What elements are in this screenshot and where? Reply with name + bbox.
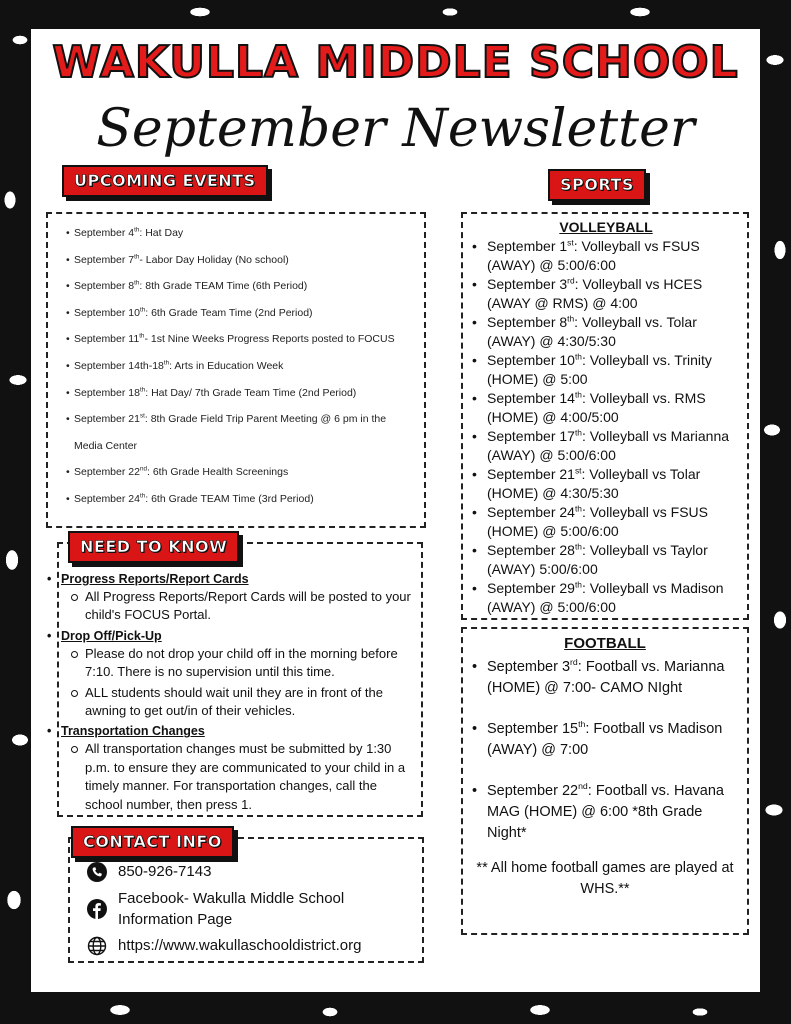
football-game-suffix: rd	[570, 657, 578, 668]
volleyball-game-text: : Volleyball vs Taylor (AWAY) 5:00/6:00	[487, 542, 708, 577]
volleyball-game-date: September 14	[487, 390, 575, 406]
event-item	[66, 459, 416, 486]
event-item-date: September 22	[74, 466, 140, 479]
football-title: FOOTBALL	[564, 635, 646, 652]
event-item-date: September 10	[74, 306, 140, 319]
sports-tag-label: SPORTS	[560, 175, 634, 194]
volleyball-game	[471, 237, 741, 275]
volleyball-game-date: September 21	[487, 466, 575, 482]
upcoming-events-tag-label: UPCOMING EVENTS	[74, 171, 256, 190]
volleyball-game-text: : Volleyball vs FSUS (HOME) @ 5:00/6:00	[487, 504, 709, 539]
globe-icon	[86, 935, 108, 957]
event-item-suffix: nd	[139, 465, 147, 473]
event-item-date: September 4	[74, 227, 135, 239]
event-item-date: Media Center	[74, 439, 138, 452]
event-item-text: : 6th Grade Team Time (2nd Period)	[145, 306, 313, 319]
volleyball-game-text: : Volleyball vs Tolar (HOME) @ 4:30/5:30	[487, 466, 701, 501]
event-item-text: : Hat Day/ 7th Grade Team Time (2nd Period)	[145, 386, 357, 399]
contact-info-tag	[71, 826, 234, 858]
football-game-suffix: th	[578, 719, 586, 730]
volleyball-game	[471, 427, 741, 465]
volleyball-title: VOLLEYBALL	[559, 219, 653, 235]
volleyball-game-text: : Volleyball vs HCES (AWAY @ RMS) @ 4:00	[487, 276, 703, 311]
need-to-know-box	[57, 542, 423, 817]
volleyball-game-date: September 1	[487, 238, 568, 254]
volleyball-game-date: September 3	[487, 276, 568, 292]
football-game-text: : Football vs. Marianna (HOME) @ 7:00- CAMO NIght	[487, 659, 725, 696]
event-item-text: - Labor Day Holiday (No school)	[139, 253, 289, 266]
event-item	[66, 220, 416, 247]
event-item-text: - 1st Nine Weeks Progress Reports posted to FOCUS	[144, 333, 395, 346]
event-item-date: September 7	[74, 253, 135, 266]
need-to-know-item: Please do not drop your child off in the morning before 7:10. There is no supervision until this time.	[85, 645, 411, 682]
volleyball-game	[471, 579, 741, 617]
volleyball-game-date: September 29	[487, 580, 575, 596]
event-item	[66, 273, 416, 300]
event-item-date: September 21	[74, 413, 140, 426]
event-item-suffix: th	[163, 359, 170, 367]
school-name: WAKULLA MIDDLE SCHOOL	[52, 37, 739, 88]
football-game	[471, 719, 739, 761]
event-item-suffix: th	[134, 279, 140, 287]
event-item-date: September 14th-18	[74, 359, 164, 372]
need-to-know-item: All Progress Reports/Report Cards will be posted to your child's FOCUS Portal.	[85, 588, 411, 625]
volleyball-game-text: : Volleyball vs FSUS (AWAY) @ 5:00/6:00	[487, 238, 700, 273]
event-item-text: : Arts in Education Week	[169, 359, 284, 372]
volleyball-game-date: September 24	[487, 504, 575, 520]
volleyball-game-suffix: st	[567, 237, 574, 248]
volleyball-game	[471, 541, 741, 579]
volleyball-list	[471, 237, 741, 617]
event-item	[66, 326, 416, 353]
volleyball-game-text: : Volleyball vs Marianna (AWAY) @ 5:00/6:00	[487, 428, 730, 463]
event-item-suffix: th	[134, 253, 140, 261]
event-item	[66, 380, 416, 407]
event-item-date: September 24	[74, 492, 140, 505]
event-item	[66, 300, 416, 327]
event-item-suffix: st	[139, 412, 145, 420]
volleyball-game-suffix: st	[574, 465, 582, 476]
football-note: ** All home football games are played at WHS.**	[476, 860, 734, 897]
football-box	[461, 627, 749, 935]
event-item-suffix: th	[139, 306, 146, 314]
need-to-know-tag-label: NEED TO KNOW	[80, 537, 228, 556]
football-game-suffix: nd	[578, 781, 588, 792]
contact-info-tag-label: CONTACT INFO	[83, 832, 222, 851]
need-to-know-heading: • Drop Off/Pick-Up	[61, 627, 411, 645]
event-item	[66, 406, 416, 433]
volleyball-game-date: September 8	[487, 314, 568, 330]
event-item	[66, 247, 416, 274]
volleyball-game-text: : Volleyball vs. Tolar (AWAY) @ 4:30/5:30	[487, 314, 697, 349]
football-game	[471, 657, 739, 699]
upcoming-events-tag	[62, 165, 268, 197]
volleyball-game-suffix: rd	[567, 275, 575, 286]
newsletter-page	[31, 29, 760, 992]
event-item-text: : 6th Grade TEAM Time (3rd Period)	[145, 492, 314, 505]
volleyball-game	[471, 313, 741, 351]
football-game-date: September 15	[487, 721, 579, 737]
volleyball-game	[471, 503, 741, 541]
event-item	[66, 433, 416, 460]
football-game-text: : Football vs. Havana MAG (HOME) @ 6:00 *8th Grade Night*	[487, 783, 724, 841]
volleyball-game	[471, 389, 741, 427]
volleyball-game-suffix: th	[574, 541, 582, 552]
volleyball-game-text: : Volleyball vs. RMS (HOME) @ 4:00/5:00	[487, 390, 706, 425]
volleyball-game	[471, 351, 741, 389]
event-item-suffix: th	[139, 492, 146, 500]
event-item	[66, 353, 416, 380]
football-game	[471, 781, 739, 844]
contact-facebook-row	[86, 888, 412, 930]
volleyball-game-suffix: th	[574, 351, 582, 362]
volleyball-game-date: September 17	[487, 428, 575, 444]
volleyball-game-suffix: th	[574, 503, 582, 514]
need-to-know-list	[63, 570, 411, 814]
need-to-know-item: All transportation changes must be submitted by 1:30 p.m. to ensure they are communicated to your child in a timely manner. For transportation changes, call the school number, then press 1.	[85, 740, 411, 814]
volleyball-game-suffix: th	[574, 427, 582, 438]
volleyball-box	[461, 212, 749, 620]
football-game-text: : Football vs Madison (AWAY) @ 7:00	[487, 721, 723, 758]
volleyball-game-suffix: th	[574, 389, 582, 400]
volleyball-game-text: : Volleyball vs Madison (AWAY) @ 5:00/6:00	[487, 580, 724, 615]
event-item-text: : Hat Day	[139, 227, 184, 239]
event-item-text: : 8th Grade Field Trip Parent Meeting @ 6 pm in the	[144, 413, 387, 426]
contact-facebook[interactable]: Facebook- Wakulla Middle School Information Page	[118, 890, 345, 928]
event-item-date: September 11	[74, 333, 140, 346]
event-item	[66, 486, 416, 513]
upcoming-events-box	[46, 212, 426, 528]
event-item-text: : 6th Grade Health Screenings	[146, 466, 289, 479]
need-to-know-heading: • Progress Reports/Report Cards	[61, 570, 411, 588]
contact-website-row	[86, 935, 412, 957]
event-item-suffix: th	[134, 226, 140, 234]
sports-tag	[548, 169, 646, 201]
volleyball-game-date: September 28	[487, 542, 575, 558]
volleyball-game-date: September 10	[487, 352, 575, 368]
need-to-know-item: ALL students should wait unil they are in front of the awning to get out/in of their vehicles.	[85, 684, 411, 721]
contact-website[interactable]: https://www.wakullaschooldistrict.org	[118, 937, 362, 954]
contact-phone[interactable]: 850-926-7143	[118, 863, 212, 880]
facebook-icon	[86, 898, 108, 920]
football-list	[471, 657, 739, 844]
event-item-date: September 18	[74, 386, 140, 399]
newsletter-title: September Newsletter	[96, 99, 695, 159]
volleyball-game-suffix: th	[567, 313, 575, 324]
volleyball-game	[471, 465, 741, 503]
volleyball-game-text: : Volleyball vs. Trinity (HOME) @ 5:00	[487, 352, 712, 387]
football-game-date: September 22	[487, 783, 579, 799]
event-item-date: September 8	[74, 280, 135, 293]
football-game-date: September 3	[487, 659, 571, 675]
event-item-suffix: th	[139, 332, 145, 340]
events-list	[66, 220, 416, 513]
need-to-know-tag	[68, 531, 239, 563]
volleyball-game-suffix: th	[574, 579, 582, 590]
phone-icon	[86, 861, 108, 883]
event-item-text: : 8th Grade TEAM Time (6th Period)	[139, 280, 308, 293]
need-to-know-heading: • Transportation Changes	[61, 722, 411, 740]
contact-phone-row	[86, 861, 412, 883]
event-item-suffix: th	[139, 386, 146, 394]
volleyball-game	[471, 275, 741, 313]
